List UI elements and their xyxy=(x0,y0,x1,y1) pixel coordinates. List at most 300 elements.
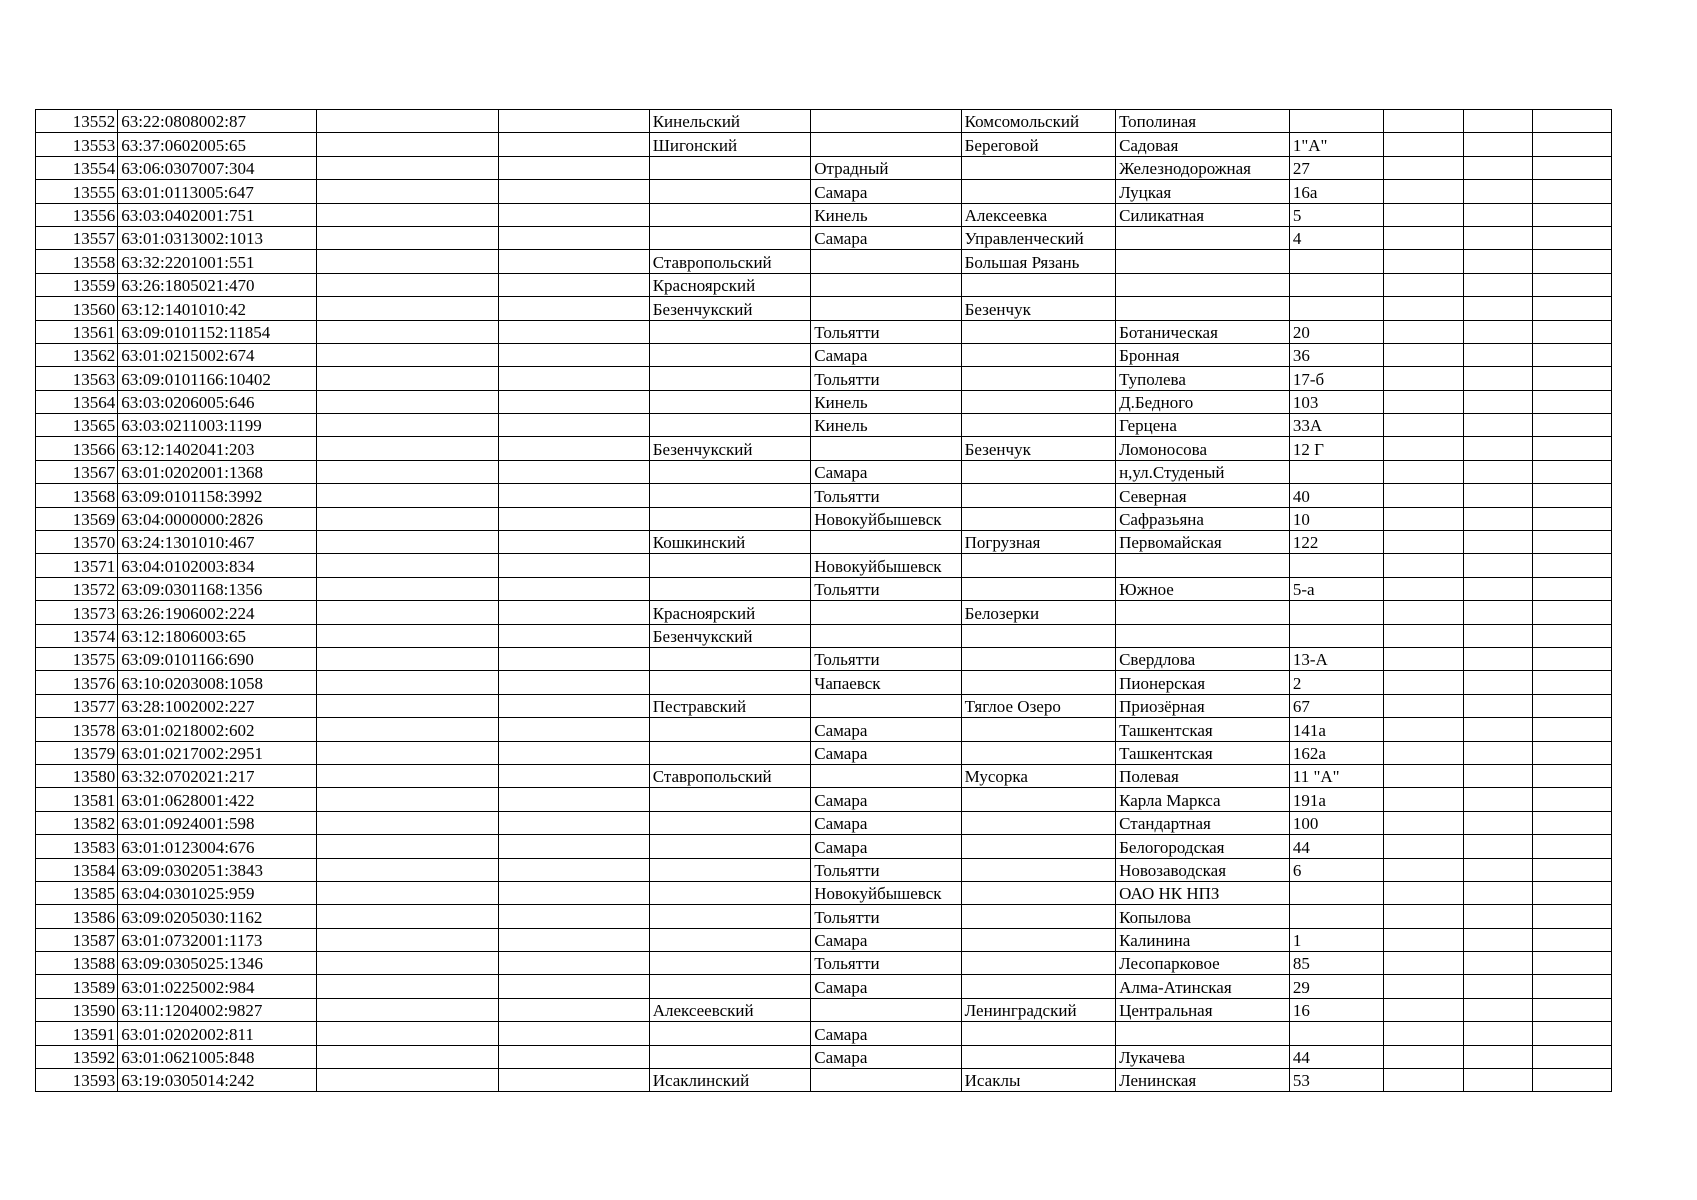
cell-col-3 xyxy=(317,1022,499,1045)
cell-col-11 xyxy=(1463,226,1532,249)
cell-cadastral-number: 63:22:0808002:87 xyxy=(118,110,317,133)
cell-city xyxy=(811,110,961,133)
cell-col-12 xyxy=(1532,601,1611,624)
cell-house-number xyxy=(1289,460,1383,483)
cell-cadastral-number: 63:11:1204002:9827 xyxy=(118,998,317,1021)
cell-col-4 xyxy=(499,414,649,437)
cell-house-number xyxy=(1289,601,1383,624)
cell-col-10 xyxy=(1384,1045,1463,1068)
cell-settlement xyxy=(961,180,1115,203)
cell-city: Самара xyxy=(811,1045,961,1068)
cell-col-3 xyxy=(317,226,499,249)
cell-row-number: 13589 xyxy=(36,975,118,998)
cell-street: ОАО НК НПЗ xyxy=(1116,881,1290,904)
cell-col-3 xyxy=(317,297,499,320)
cell-cadastral-number: 63:26:1906002:224 xyxy=(118,601,317,624)
table-row xyxy=(36,367,1612,390)
cell-col-4 xyxy=(499,881,649,904)
cell-district: Исаклинский xyxy=(649,1069,811,1092)
cell-cadastral-number: 63:03:0402001:751 xyxy=(118,203,317,226)
cell-city: Самара xyxy=(811,741,961,764)
cell-col-12 xyxy=(1532,180,1611,203)
cell-settlement: Мусорка xyxy=(961,764,1115,787)
cell-col-12 xyxy=(1532,811,1611,834)
cell-col-4 xyxy=(499,1022,649,1045)
cell-district xyxy=(649,343,811,366)
cell-house-number: 122 xyxy=(1289,531,1383,554)
cell-city: Тольятти xyxy=(811,367,961,390)
table-row xyxy=(36,273,1612,296)
cell-district xyxy=(649,180,811,203)
cell-col-3 xyxy=(317,414,499,437)
cell-house-number: 17-б xyxy=(1289,367,1383,390)
table-row xyxy=(36,928,1612,951)
table-row xyxy=(36,905,1612,928)
cell-city: Новокуйбышевск xyxy=(811,507,961,530)
cell-col-12 xyxy=(1532,367,1611,390)
cell-col-4 xyxy=(499,180,649,203)
cell-city: Новокуйбышевск xyxy=(811,554,961,577)
cell-col-4 xyxy=(499,390,649,413)
cell-city xyxy=(811,273,961,296)
cell-settlement xyxy=(961,928,1115,951)
cell-settlement: Исаклы xyxy=(961,1069,1115,1092)
cell-row-number: 13558 xyxy=(36,250,118,273)
cell-district: Красноярский xyxy=(649,601,811,624)
cell-col-11 xyxy=(1463,671,1532,694)
cell-city xyxy=(811,250,961,273)
cell-street: Ленинская xyxy=(1116,1069,1290,1092)
cell-city: Самара xyxy=(811,788,961,811)
cell-col-3 xyxy=(317,156,499,179)
cell-col-10 xyxy=(1384,390,1463,413)
cell-city: Самара xyxy=(811,226,961,249)
cell-col-3 xyxy=(317,390,499,413)
cell-col-12 xyxy=(1532,788,1611,811)
cell-house-number: 29 xyxy=(1289,975,1383,998)
cell-col-11 xyxy=(1463,180,1532,203)
cell-col-3 xyxy=(317,905,499,928)
cell-settlement xyxy=(961,484,1115,507)
cell-district: Безенчукский xyxy=(649,437,811,460)
cell-city: Тольятти xyxy=(811,952,961,975)
cell-col-10 xyxy=(1384,297,1463,320)
cell-col-12 xyxy=(1532,835,1611,858)
cell-settlement xyxy=(961,905,1115,928)
cell-street: Полевая xyxy=(1116,764,1290,787)
cell-col-3 xyxy=(317,203,499,226)
cell-col-10 xyxy=(1384,180,1463,203)
cell-settlement xyxy=(961,835,1115,858)
cell-col-11 xyxy=(1463,928,1532,951)
cell-district xyxy=(649,858,811,881)
cell-col-10 xyxy=(1384,718,1463,741)
cell-street: Центральная xyxy=(1116,998,1290,1021)
cell-city: Самара xyxy=(811,180,961,203)
cell-street: Туполева xyxy=(1116,367,1290,390)
cell-col-10 xyxy=(1384,367,1463,390)
cell-row-number: 13554 xyxy=(36,156,118,179)
cell-col-12 xyxy=(1532,1069,1611,1092)
cell-cadastral-number: 63:04:0000000:2826 xyxy=(118,507,317,530)
cell-street: Белогородская xyxy=(1116,835,1290,858)
cell-col-11 xyxy=(1463,741,1532,764)
cell-cadastral-number: 63:01:0924001:598 xyxy=(118,811,317,834)
cell-col-12 xyxy=(1532,297,1611,320)
cell-street: Калинина xyxy=(1116,928,1290,951)
table-row xyxy=(36,1069,1612,1092)
cell-col-11 xyxy=(1463,133,1532,156)
cell-col-4 xyxy=(499,624,649,647)
cell-cadastral-number: 63:01:0123004:676 xyxy=(118,835,317,858)
cell-district xyxy=(649,577,811,600)
cell-district xyxy=(649,1045,811,1068)
cell-col-10 xyxy=(1384,414,1463,437)
cell-col-4 xyxy=(499,718,649,741)
cell-city: Тольятти xyxy=(811,905,961,928)
cell-col-11 xyxy=(1463,1022,1532,1045)
cell-street: Ломоносова xyxy=(1116,437,1290,460)
table-row xyxy=(36,390,1612,413)
cell-row-number: 13582 xyxy=(36,811,118,834)
cell-col-10 xyxy=(1384,1022,1463,1045)
cell-col-11 xyxy=(1463,624,1532,647)
cell-district: Красноярский xyxy=(649,273,811,296)
cell-city: Тольятти xyxy=(811,484,961,507)
cell-row-number: 13567 xyxy=(36,460,118,483)
cell-settlement: Большая Рязань xyxy=(961,250,1115,273)
cell-city xyxy=(811,437,961,460)
cell-cadastral-number: 63:01:0732001:1173 xyxy=(118,928,317,951)
cell-house-number: 5-а xyxy=(1289,577,1383,600)
cell-col-11 xyxy=(1463,998,1532,1021)
cell-col-4 xyxy=(499,647,649,670)
cell-row-number: 13553 xyxy=(36,133,118,156)
cell-col-4 xyxy=(499,367,649,390)
cell-settlement: Береговой xyxy=(961,133,1115,156)
cell-col-11 xyxy=(1463,858,1532,881)
cell-house-number: 10 xyxy=(1289,507,1383,530)
cell-house-number: 44 xyxy=(1289,1045,1383,1068)
cell-house-number xyxy=(1289,273,1383,296)
cell-cadastral-number: 63:01:0113005:647 xyxy=(118,180,317,203)
cell-house-number xyxy=(1289,110,1383,133)
cell-city: Самара xyxy=(811,835,961,858)
cell-col-3 xyxy=(317,647,499,670)
cell-row-number: 13570 xyxy=(36,531,118,554)
cell-col-4 xyxy=(499,437,649,460)
cell-row-number: 13566 xyxy=(36,437,118,460)
cell-row-number: 13564 xyxy=(36,390,118,413)
cell-street: Первомайская xyxy=(1116,531,1290,554)
cell-settlement xyxy=(961,577,1115,600)
cell-city: Самара xyxy=(811,1022,961,1045)
cell-col-11 xyxy=(1463,975,1532,998)
cell-district xyxy=(649,881,811,904)
cell-settlement xyxy=(961,975,1115,998)
cell-city xyxy=(811,998,961,1021)
cell-col-12 xyxy=(1532,414,1611,437)
table-row xyxy=(36,507,1612,530)
cell-col-10 xyxy=(1384,484,1463,507)
cell-street: Ботаническая xyxy=(1116,320,1290,343)
cell-col-3 xyxy=(317,764,499,787)
cell-col-12 xyxy=(1532,437,1611,460)
cell-district xyxy=(649,671,811,694)
cell-cadastral-number: 63:04:0301025:959 xyxy=(118,881,317,904)
cell-row-number: 13569 xyxy=(36,507,118,530)
cell-col-11 xyxy=(1463,390,1532,413)
cell-col-4 xyxy=(499,975,649,998)
table-row xyxy=(36,180,1612,203)
cell-city: Чапаевск xyxy=(811,671,961,694)
cell-col-10 xyxy=(1384,928,1463,951)
cell-col-10 xyxy=(1384,320,1463,343)
cell-cadastral-number: 63:09:0305025:1346 xyxy=(118,952,317,975)
cell-row-number: 13579 xyxy=(36,741,118,764)
cell-col-10 xyxy=(1384,460,1463,483)
cell-col-3 xyxy=(317,133,499,156)
cell-row-number: 13552 xyxy=(36,110,118,133)
cell-settlement: Белозерки xyxy=(961,601,1115,624)
cell-col-12 xyxy=(1532,624,1611,647)
table-row xyxy=(36,156,1612,179)
cell-row-number: 13556 xyxy=(36,203,118,226)
cell-district xyxy=(649,414,811,437)
cell-col-11 xyxy=(1463,273,1532,296)
cell-col-12 xyxy=(1532,507,1611,530)
cell-house-number: 2 xyxy=(1289,671,1383,694)
cell-col-4 xyxy=(499,250,649,273)
cell-settlement: Управленческий xyxy=(961,226,1115,249)
cell-cadastral-number: 63:28:1002002:227 xyxy=(118,694,317,717)
cell-house-number: 16а xyxy=(1289,180,1383,203)
cell-house-number: 13-А xyxy=(1289,647,1383,670)
cell-settlement xyxy=(961,624,1115,647)
cell-col-10 xyxy=(1384,110,1463,133)
cell-house-number: 40 xyxy=(1289,484,1383,507)
cell-house-number: 103 xyxy=(1289,390,1383,413)
cell-city: Самара xyxy=(811,975,961,998)
cell-row-number: 13572 xyxy=(36,577,118,600)
cell-col-12 xyxy=(1532,952,1611,975)
table-body xyxy=(36,110,1612,1092)
cell-settlement: Комсомольский xyxy=(961,110,1115,133)
cell-col-11 xyxy=(1463,764,1532,787)
cell-house-number xyxy=(1289,905,1383,928)
cell-col-10 xyxy=(1384,601,1463,624)
cell-street: Д.Бедного xyxy=(1116,390,1290,413)
cell-col-4 xyxy=(499,531,649,554)
cell-house-number xyxy=(1289,297,1383,320)
cell-house-number: 6 xyxy=(1289,858,1383,881)
cell-street: Бронная xyxy=(1116,343,1290,366)
cell-cadastral-number: 63:01:0217002:2951 xyxy=(118,741,317,764)
cell-city: Тольятти xyxy=(811,577,961,600)
cell-col-10 xyxy=(1384,250,1463,273)
table-row xyxy=(36,858,1612,881)
cell-col-3 xyxy=(317,694,499,717)
table-row xyxy=(36,718,1612,741)
cell-district xyxy=(649,647,811,670)
cell-district: Безенчукский xyxy=(649,624,811,647)
cell-cadastral-number: 63:09:0101166:690 xyxy=(118,647,317,670)
cell-col-4 xyxy=(499,1069,649,1092)
table-row xyxy=(36,250,1612,273)
cell-col-11 xyxy=(1463,460,1532,483)
cell-house-number: 4 xyxy=(1289,226,1383,249)
cell-col-3 xyxy=(317,858,499,881)
cell-settlement xyxy=(961,811,1115,834)
cell-cadastral-number: 63:01:0218002:602 xyxy=(118,718,317,741)
cell-house-number xyxy=(1289,554,1383,577)
cell-col-11 xyxy=(1463,250,1532,273)
cell-street: Силикатная xyxy=(1116,203,1290,226)
cell-col-4 xyxy=(499,156,649,179)
cell-street: Копылова xyxy=(1116,905,1290,928)
cell-house-number: 141а xyxy=(1289,718,1383,741)
cell-district xyxy=(649,460,811,483)
cell-col-10 xyxy=(1384,975,1463,998)
cell-col-11 xyxy=(1463,203,1532,226)
cell-col-12 xyxy=(1532,156,1611,179)
cell-street: Южное xyxy=(1116,577,1290,600)
cell-city xyxy=(811,133,961,156)
cell-col-12 xyxy=(1532,133,1611,156)
cell-col-12 xyxy=(1532,226,1611,249)
cell-col-4 xyxy=(499,858,649,881)
cell-district xyxy=(649,928,811,951)
cell-cadastral-number: 63:09:0302051:3843 xyxy=(118,858,317,881)
table-row xyxy=(36,975,1612,998)
cell-house-number: 12 Г xyxy=(1289,437,1383,460)
cell-col-4 xyxy=(499,577,649,600)
cell-col-11 xyxy=(1463,367,1532,390)
property-table xyxy=(35,109,1612,1092)
cell-settlement xyxy=(961,507,1115,530)
cell-col-4 xyxy=(499,905,649,928)
cell-settlement xyxy=(961,156,1115,179)
table-row xyxy=(36,811,1612,834)
cell-cadastral-number: 63:24:1301010:467 xyxy=(118,531,317,554)
table-row xyxy=(36,1022,1612,1045)
cell-street: Садовая xyxy=(1116,133,1290,156)
cell-col-12 xyxy=(1532,671,1611,694)
cell-house-number xyxy=(1289,881,1383,904)
cell-street: Пионерская xyxy=(1116,671,1290,694)
cell-col-10 xyxy=(1384,811,1463,834)
cell-col-10 xyxy=(1384,343,1463,366)
cell-settlement: Безенчук xyxy=(961,437,1115,460)
cell-row-number: 13571 xyxy=(36,554,118,577)
cell-cadastral-number: 63:01:0628001:422 xyxy=(118,788,317,811)
cell-cadastral-number: 63:12:1401010:42 xyxy=(118,297,317,320)
cell-col-11 xyxy=(1463,952,1532,975)
cell-row-number: 13588 xyxy=(36,952,118,975)
cell-col-10 xyxy=(1384,156,1463,179)
cell-col-12 xyxy=(1532,250,1611,273)
cell-row-number: 13555 xyxy=(36,180,118,203)
cell-row-number: 13574 xyxy=(36,624,118,647)
cell-cadastral-number: 63:09:0101152:11854 xyxy=(118,320,317,343)
cell-house-number xyxy=(1289,624,1383,647)
cell-col-10 xyxy=(1384,694,1463,717)
cell-row-number: 13568 xyxy=(36,484,118,507)
cell-col-3 xyxy=(317,601,499,624)
cell-col-4 xyxy=(499,110,649,133)
cell-settlement xyxy=(961,367,1115,390)
cell-col-11 xyxy=(1463,507,1532,530)
cell-settlement xyxy=(961,1022,1115,1045)
cell-settlement xyxy=(961,718,1115,741)
cell-cadastral-number: 63:32:2201001:551 xyxy=(118,250,317,273)
cell-district xyxy=(649,484,811,507)
cell-row-number: 13583 xyxy=(36,835,118,858)
cell-district xyxy=(649,320,811,343)
cell-district xyxy=(649,507,811,530)
cell-district: Шигонский xyxy=(649,133,811,156)
cell-col-10 xyxy=(1384,577,1463,600)
cell-col-4 xyxy=(499,835,649,858)
cell-col-11 xyxy=(1463,718,1532,741)
cell-col-4 xyxy=(499,671,649,694)
table-row xyxy=(36,484,1612,507)
cell-settlement xyxy=(961,952,1115,975)
table-row xyxy=(36,741,1612,764)
cell-col-3 xyxy=(317,835,499,858)
cell-settlement: Безенчук xyxy=(961,297,1115,320)
cell-city xyxy=(811,694,961,717)
cell-district: Ставропольский xyxy=(649,250,811,273)
cell-col-11 xyxy=(1463,905,1532,928)
cell-house-number: 11 "А" xyxy=(1289,764,1383,787)
cell-col-12 xyxy=(1532,390,1611,413)
cell-street xyxy=(1116,297,1290,320)
cell-col-11 xyxy=(1463,437,1532,460)
table-row xyxy=(36,694,1612,717)
cell-col-11 xyxy=(1463,788,1532,811)
cell-col-10 xyxy=(1384,531,1463,554)
cell-house-number: 16 xyxy=(1289,998,1383,1021)
cell-col-12 xyxy=(1532,858,1611,881)
cell-row-number: 13573 xyxy=(36,601,118,624)
table-row xyxy=(36,133,1612,156)
cell-street: Алма-Атинская xyxy=(1116,975,1290,998)
cell-cadastral-number: 63:01:0621005:848 xyxy=(118,1045,317,1068)
cell-col-10 xyxy=(1384,1069,1463,1092)
cell-cadastral-number: 63:19:0305014:242 xyxy=(118,1069,317,1092)
cell-col-10 xyxy=(1384,507,1463,530)
cell-city xyxy=(811,531,961,554)
cell-cadastral-number: 63:04:0102003:834 xyxy=(118,554,317,577)
cell-col-10 xyxy=(1384,133,1463,156)
cell-col-10 xyxy=(1384,437,1463,460)
cell-cadastral-number: 63:12:1806003:65 xyxy=(118,624,317,647)
cell-col-3 xyxy=(317,811,499,834)
cell-col-4 xyxy=(499,320,649,343)
cell-col-12 xyxy=(1532,905,1611,928)
cell-col-12 xyxy=(1532,881,1611,904)
cell-col-12 xyxy=(1532,531,1611,554)
cell-city: Отрадный xyxy=(811,156,961,179)
cell-city: Новокуйбышевск xyxy=(811,881,961,904)
cell-col-10 xyxy=(1384,952,1463,975)
cell-street: Сафразьяна xyxy=(1116,507,1290,530)
cell-district xyxy=(649,156,811,179)
cell-col-3 xyxy=(317,624,499,647)
cell-col-12 xyxy=(1532,647,1611,670)
cell-col-11 xyxy=(1463,320,1532,343)
